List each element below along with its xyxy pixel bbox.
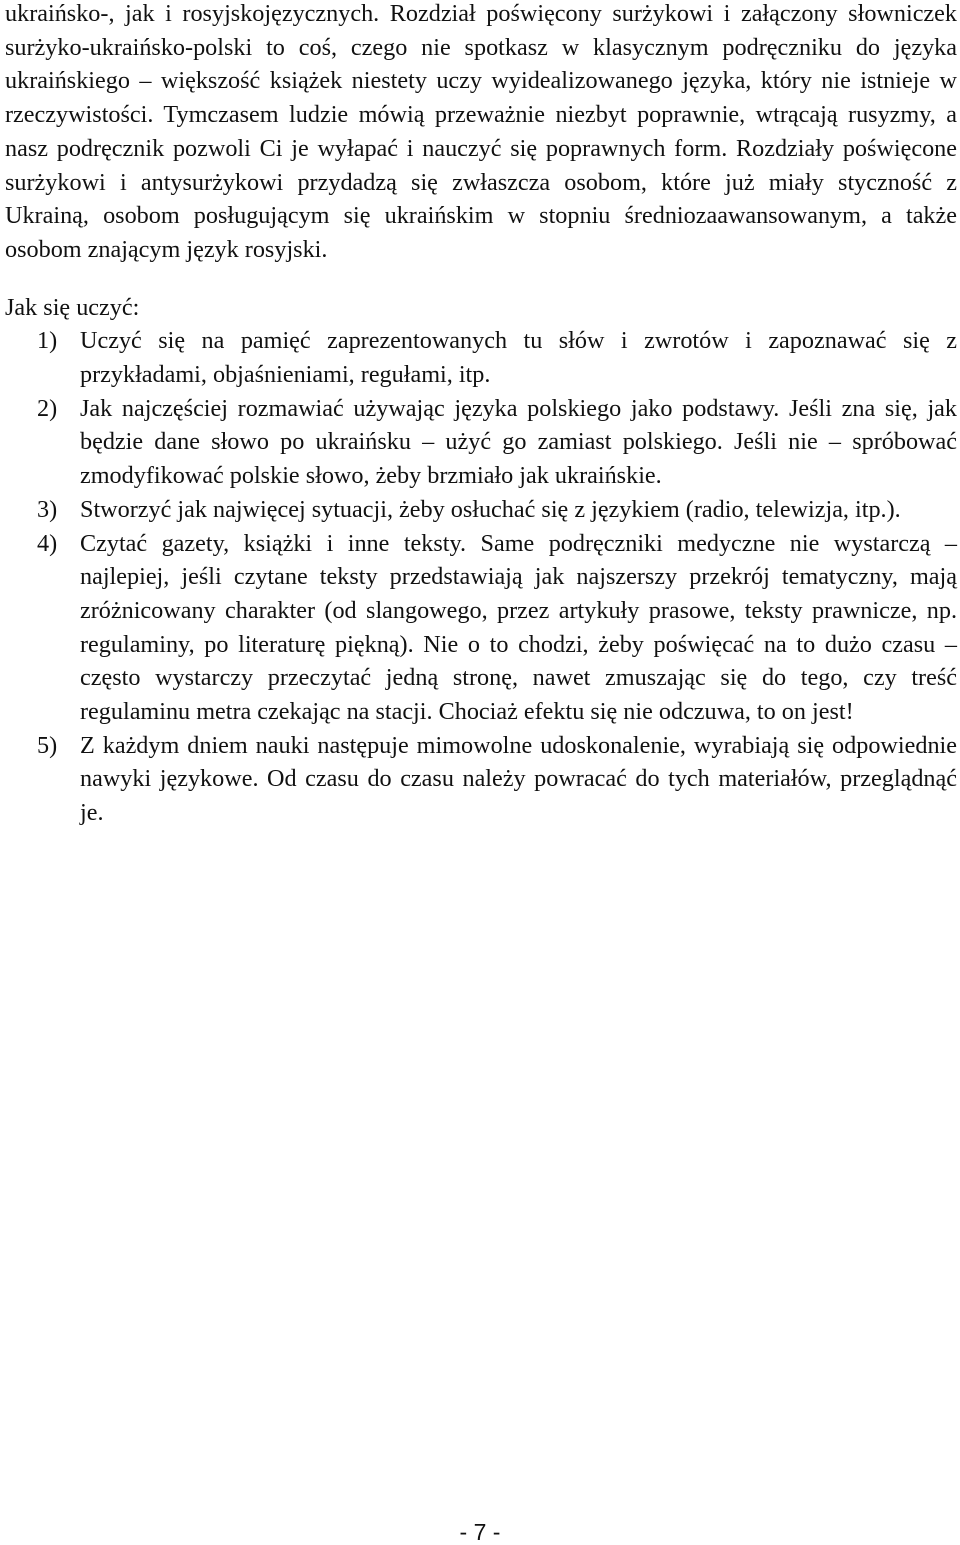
- list-item-text: Stworzyć jak najwięcej sytuacji, żeby osłuchać się z językiem (radio, telewizja, itp.).: [80, 495, 901, 523]
- list-item-number: 4): [37, 529, 58, 557]
- page-number: - 7 -: [459, 1519, 501, 1545]
- list-item: [5, 729, 957, 830]
- list-item-number: 3): [37, 495, 58, 523]
- list-item: [5, 527, 957, 729]
- intro-paragraph: ukraińsko-, jak i rosyjskojęzycznych. Rozdział poświęcony surżykowi i załączony słowniczek surżyko-ukraińsko-polski to coś, czego nie spotkasz w klasycznym podręczniku do języka ukraińskiego – większość książek niestety uczy wyidealizowanego języka, który nie istnieje w rzeczywistości. Tymczasem ludzie mówią przeważnie niezbyt poprawnie, wtrącają rusyzmy, a nasz podręcznik pozwoli Ci je wyłapać i nauczyć się poprawnych form. Rozdziały poświęcone surżykowi i antysurżykowi przydadzą się zwłaszcza osobom, które już miały styczność z Ukrainą, osobom posługującym się ukraińskim w stopniu średniozaawansowanym, a także osobom znającym język rosyjski.: [5, 0, 957, 263]
- list-item-number: 2): [37, 394, 58, 422]
- document-page: [5, 0, 957, 830]
- list-item-text: Uczyć się na pamięć zaprezentowanych tu słów i zwrotów i zapoznawać się z przykładami, objaśnieniami, regułami, itp.: [80, 327, 957, 389]
- how-to-learn-heading: Jak się uczyć:: [5, 293, 140, 321]
- list-item-text: Z każdym dniem nauki następuje mimowolne udoskonalenie, wyrabiają się odpowiednie nawyki językowe. Od czasu do czasu należy powracać do tych materiałów, przeglądnąć je.: [80, 731, 957, 827]
- list-item-number: 5): [37, 731, 58, 759]
- list-item-number: 1): [37, 327, 58, 355]
- list-item-text: Czytać gazety, książki i inne teksty. Same podręczniki medyczne nie wystarczą – najlepiej, jeśli czytane teksty przedstawiają jak najszerszy przekrój tematyczny, mają zróżnicowany charakter (od slangowego, przez artykuły prasowe, teksty prawnicze, np. regulaminy, po literaturę piękną). Nie o to chodzi, żeby poświęcać na to dużo czasu – często wystarczy przeczytać jedną stronę, nawet zmuszając się do tego, czy treść regulaminu metra czekając na stacji. Chociaż efektu się nie odczuwa, to on jest!: [80, 529, 957, 726]
- list-item: [5, 324, 957, 391]
- learning-tips-list: [5, 324, 957, 830]
- list-item: [5, 392, 957, 493]
- list-item: [5, 493, 957, 527]
- list-item-text: Jak najczęściej rozmawiać używając języka polskiego jako podstawy. Jeśli zna się, jak będzie dane słowo po ukraińsku – użyć go zamiast polskiego. Jeśli nie – spróbować zmodyfikować polskie słowo, żeby brzmiało jak ukraińskie.: [80, 394, 957, 490]
